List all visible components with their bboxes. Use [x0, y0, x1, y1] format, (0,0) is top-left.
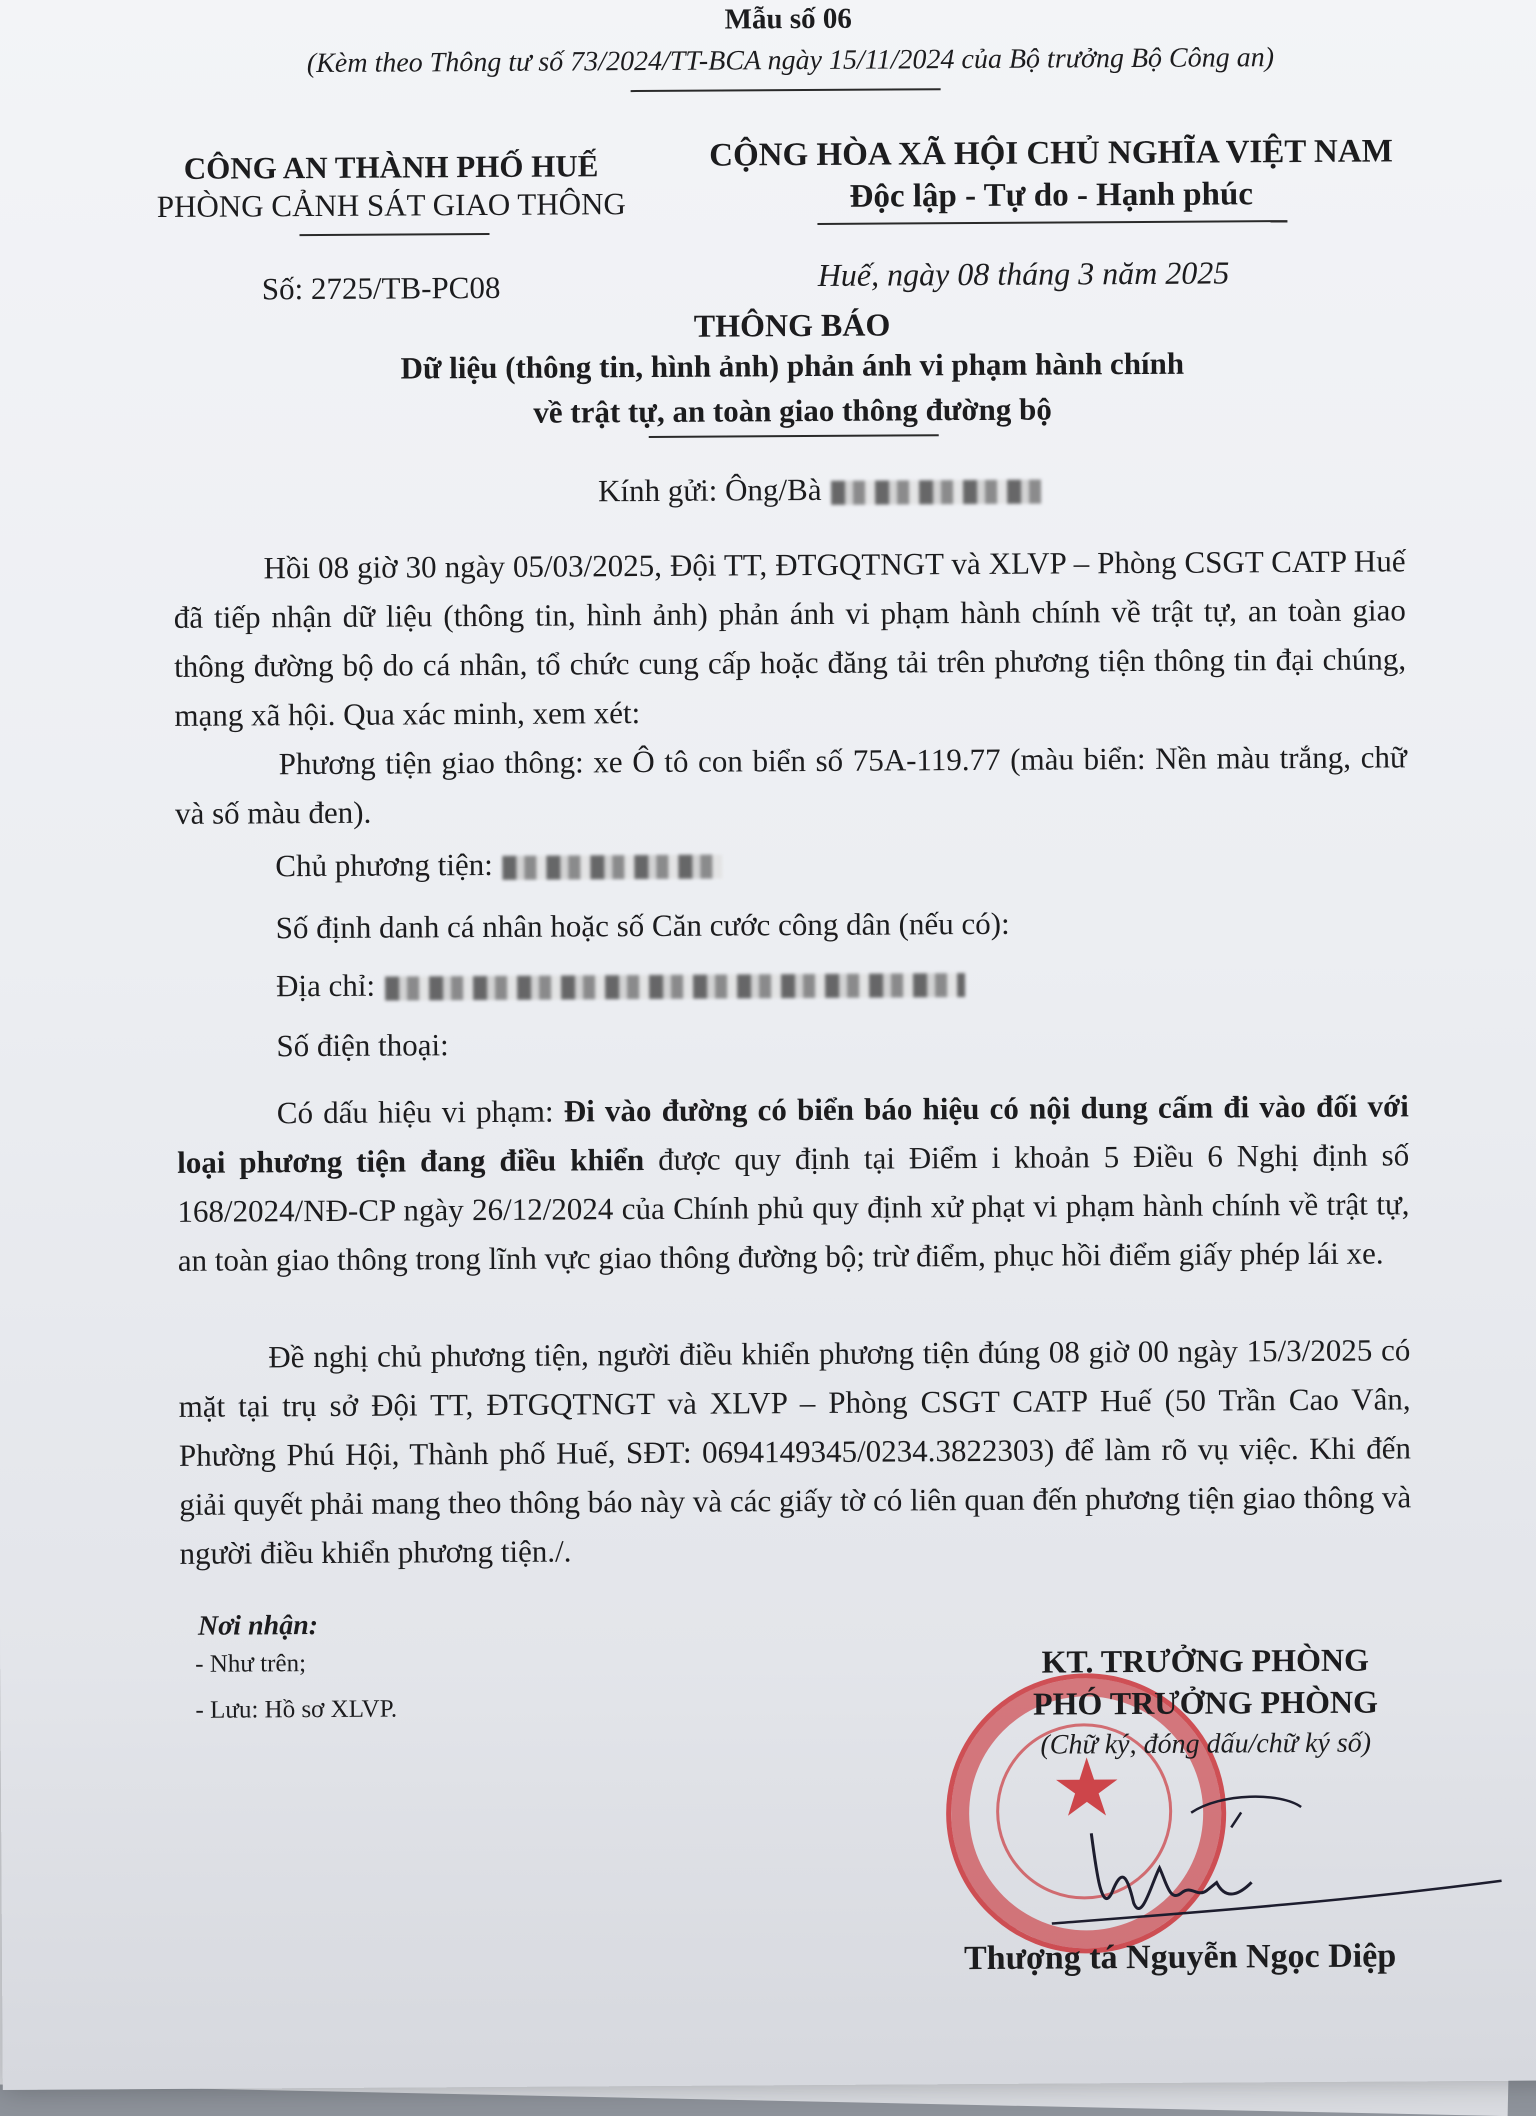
id-label: Số định danh cá nhân hoặc số Căn cước công dân (nếu có): — [275, 905, 1010, 946]
recipients-title: Nơi nhận: — [197, 1610, 319, 1642]
divider-right — [817, 220, 1287, 225]
national-motto: Độc lập - Tự do - Hạnh phúc — [849, 176, 1254, 215]
vehicle-text: Phương tiện giao thông: xe Ô tô con biển số 75A-119.77 (màu biển: Nền màu trắng, chữ và số màu đen). — [174, 739, 1407, 831]
address-label: Địa chỉ: — [275, 967, 376, 1004]
star-icon: ★ — [1050, 1741, 1124, 1835]
form-attachment-note: (Kèm theo Thông tư số 73/2024/TT-BCA ngày 15/11/2024 của Bộ trưởng Bộ Công an) — [306, 42, 1275, 80]
phone-field — [276, 1027, 448, 1064]
document-number: Số: 2725/TB-PC08 — [261, 269, 501, 307]
recipients-item: - Như trên; — [195, 1650, 307, 1678]
address-field — [276, 964, 965, 1004]
document-subtitle-line1: Dữ liệu (thông tin, hình ảnh) phản ánh vi phạm hành chính — [400, 345, 1185, 386]
recipient-line — [598, 471, 1042, 510]
violation-prefix: Có dấu hiệu vi phạm: — [276, 1093, 564, 1131]
handwritten-signature — [1041, 1771, 1512, 1944]
signature-note: (Chữ ký, đóng dấu/chữ ký số) — [1040, 1727, 1372, 1761]
redacted-address — [385, 973, 965, 1001]
owner-field — [275, 846, 723, 885]
phone-label: Số điện thoại: — [276, 1027, 449, 1064]
request-paragraph — [178, 1325, 1411, 1578]
id-field — [276, 906, 1010, 946]
vehicle-paragraph — [175, 732, 1408, 838]
request-text: Đề nghị chủ phương tiện, người điều khiển phương tiện đúng 08 giờ 00 ngày 15/3/2025 có mặt tại trụ sở Đội TT, ĐTGQTNGT và XLVP – Phòng CSGT CATP Huế (50 Trần Cao Vân, Phường Phú Hội, Thành phố Huế, SĐT: 0694149345/0234.3822303) để làm rõ vụ việc. Khi đến giải quyết phải mang theo thông báo này và các giấy tờ có liên quan đến phương tiện giao thông và người điều khiển phương tiện./. — [178, 1332, 1412, 1571]
recipient-label: Kính gửi: Ông/Bà — [597, 471, 822, 509]
intro-paragraph — [173, 536, 1406, 740]
nation-name: CỘNG HÒA XÃ HỘI CHỦ NGHĨA VIỆT NAM — [709, 133, 1393, 174]
divider-left — [299, 233, 489, 236]
department-name: PHÒNG CẢNH SÁT GIAO THÔNG — [156, 186, 626, 224]
form-number: Mẫu số 06 — [724, 2, 852, 36]
document-title: THÔNG BÁO — [693, 306, 891, 344]
intro-text: Hồi 08 giờ 30 ngày 05/03/2025, Đội TT, ĐTGQTNGT và XLVP – Phòng CSGT CATP Huế đã tiếp nhận dữ liệu (thông tin, hình ảnh) phản ánh vi phạm hành chính về trật tự, an toàn giao thông đường bộ do cá nhân, tổ chức cung cấp hoặc đăng tải trên phương tiện thông tin đại chúng, mạng xã hội. Qua xác minh, xem xét: — [173, 543, 1407, 733]
violation-legal-basis: được quy định tại Điểm i khoản 5 Điều 6 Nghị định số 168/2024/NĐ-CP ngày 26/12/2024 của Chính phủ quy định xử phạt vi phạm hành chính về trật tự, an toàn giao thông trong lĩnh vực giao thông đường bộ; trừ điểm, phục hồi điểm giấy phép lái xe. — [177, 1137, 1410, 1278]
redacted-owner-name — [503, 854, 723, 879]
violation-description: Đi vào đường có biển báo hiệu có nội dung cấm đi vào đối với loại phương tiện đang điều khiển — [177, 1088, 1409, 1180]
signature-title-1: KT. TRƯỞNG PHÒNG — [1041, 1641, 1370, 1680]
signature-title-2: PHÓ TRƯỞNG PHÒNG — [1032, 1683, 1379, 1722]
place-date: Huế, ngày 08 tháng 3 năm 2025 — [817, 254, 1230, 293]
recipients-item: - Lưu: Hồ sơ XLVP. — [195, 1695, 398, 1724]
owner-label: Chủ phương tiện: — [275, 846, 493, 884]
redacted-recipient-name — [831, 479, 1041, 504]
agency-name: CÔNG AN THÀNH PHỐ HUẾ — [183, 148, 599, 186]
violation-paragraph — [177, 1081, 1410, 1285]
signer-name: Thượng tá Nguyễn Ngọc Diệp — [963, 1937, 1397, 1978]
divider-top — [631, 88, 941, 92]
document-subtitle-line2: về trật tự, an toàn giao thông đường bộ — [533, 391, 1052, 430]
divider-title — [649, 434, 939, 438]
